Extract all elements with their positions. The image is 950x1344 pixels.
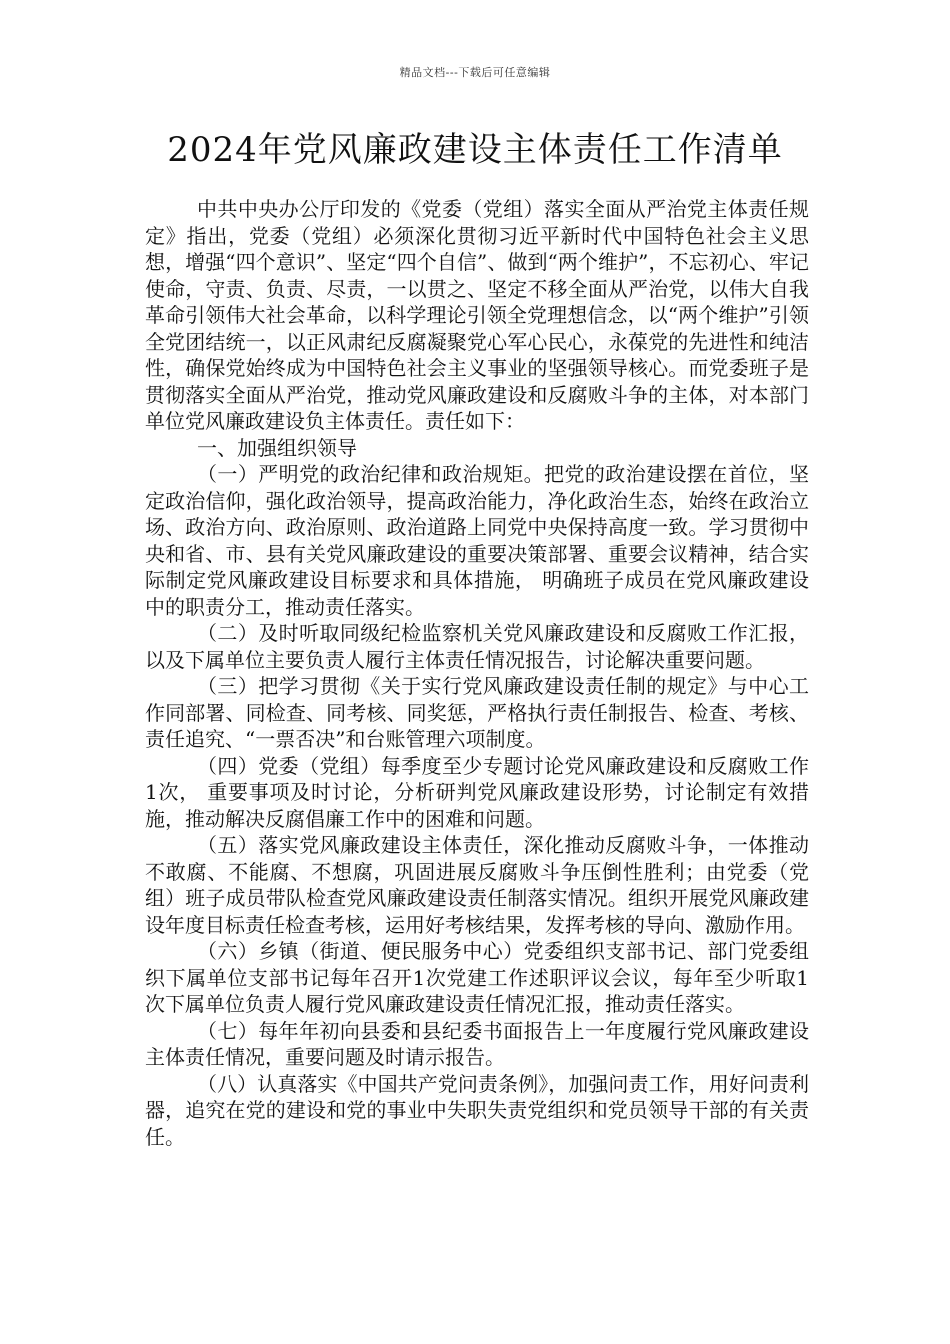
item-paragraph: （四）党委（党组）每季度至少专题讨论党风廉政建设和反腐败工作1次， 重要事项及时讨论，分析研判党风廉政建设形势，讨论制定有效措施，推动解决反腐倡廉工作中的困难和问题。: [145, 753, 809, 831]
item-paragraph: （七）每年年初向县委和县纪委书面报告上一年度履行党风廉政建设主体责任情况，重要问题及时请示报告。: [145, 1018, 809, 1069]
item-paragraph: （二）及时听取同级纪检监察机关党风廉政建设和反腐败工作汇报，以及下属单位主要负责人履行主体责任情况报告，讨论解决重要问题。: [145, 621, 809, 672]
item-paragraph: （一）严明党的政治纪律和政治规矩。把党的政治建设摆在首位，坚定政治信仰，强化政治领导，提高政治能力，净化政治生态，始终在政治立场、政治方向、政治原则、政治道路上同党中央保持高度一致。学习贯彻中央和省、市、县有关党风廉政建设的重要决策部署、重要会议精神，结合实际制定党风廉政建设目标要求和具体措施， 明确班子成员在党风廉政建设中的职责分工，推动责任落实。: [145, 462, 809, 619]
section-heading: 一、加强组织领导: [197, 435, 357, 460]
item-paragraph: （三）把学习贯彻《关于实行党风廉政建设责任制的规定》与中心工作同部署、同检查、同考核、同奖惩，严格执行责任制报告、检查、考核、责任追究、“一票否决”和台账管理六项制度。: [145, 674, 809, 751]
intro-paragraph: 中共中央办公厅印发的《党委（党组）落实全面从严治党主体责任规定》指出，党委（党组）必须深化贯彻习近平新时代中国特色社会主义思想，增强“四个意识”、坚定“四个自信”、做到“两个维护”，不忘初心、牢记使命，守责、负责、尽责，一以贯之、坚定不移全面从严治党，以伟大自我革命引领伟大社会革命，以科学理论引领全党理想信念，以“两个维护”引领全党团结统一，以正风肃纪反腐凝聚党心军心民心，永葆党的先进性和纯洁性，确保党始终成为中国特色社会主义事业的坚强领导核心。而党委班子是贯彻落实全面从严治党，推动党风廉政建设和反腐败斗争的主体，对本部门单位党风廉政建设负主体责任。责任如下：: [145, 197, 809, 433]
item-paragraph: （五）落实党风廉政建设主体责任，深化推动反腐败斗争，一体推动不敢腐、不能腐、不想腐，巩固进展反腐败斗争压倒性胜利；由党委（党组）班子成员带队检查党风廉政建设责任制落实情况。组织开展党风廉政建设年度目标责任检查考核，运用好考核结果，发挥考核的导向、激励作用。: [145, 833, 809, 937]
item-paragraph: （八）认真落实《中国共产党问责条例》，加强问责工作，用好问责利器，追究在党的建设和党的事业中失职失责党组织和党员领导干部的有关责任。: [145, 1071, 809, 1149]
item-paragraph: （六）乡镇（街道、便民服务中心）党委组织支部书记、部门党委组织下属单位支部书记每年召开1次党建工作述职评议会议，每年至少听取1次下属单位负责人履行党风廉政建设责任情况汇报，推动责任落实。: [145, 939, 809, 1016]
header-note: 精品文档---下载后可任意编辑: [399, 66, 551, 79]
page-title: 2024年党风廉政建设主体责任工作清单: [167, 130, 783, 170]
document-body: [145, 196, 809, 1150]
